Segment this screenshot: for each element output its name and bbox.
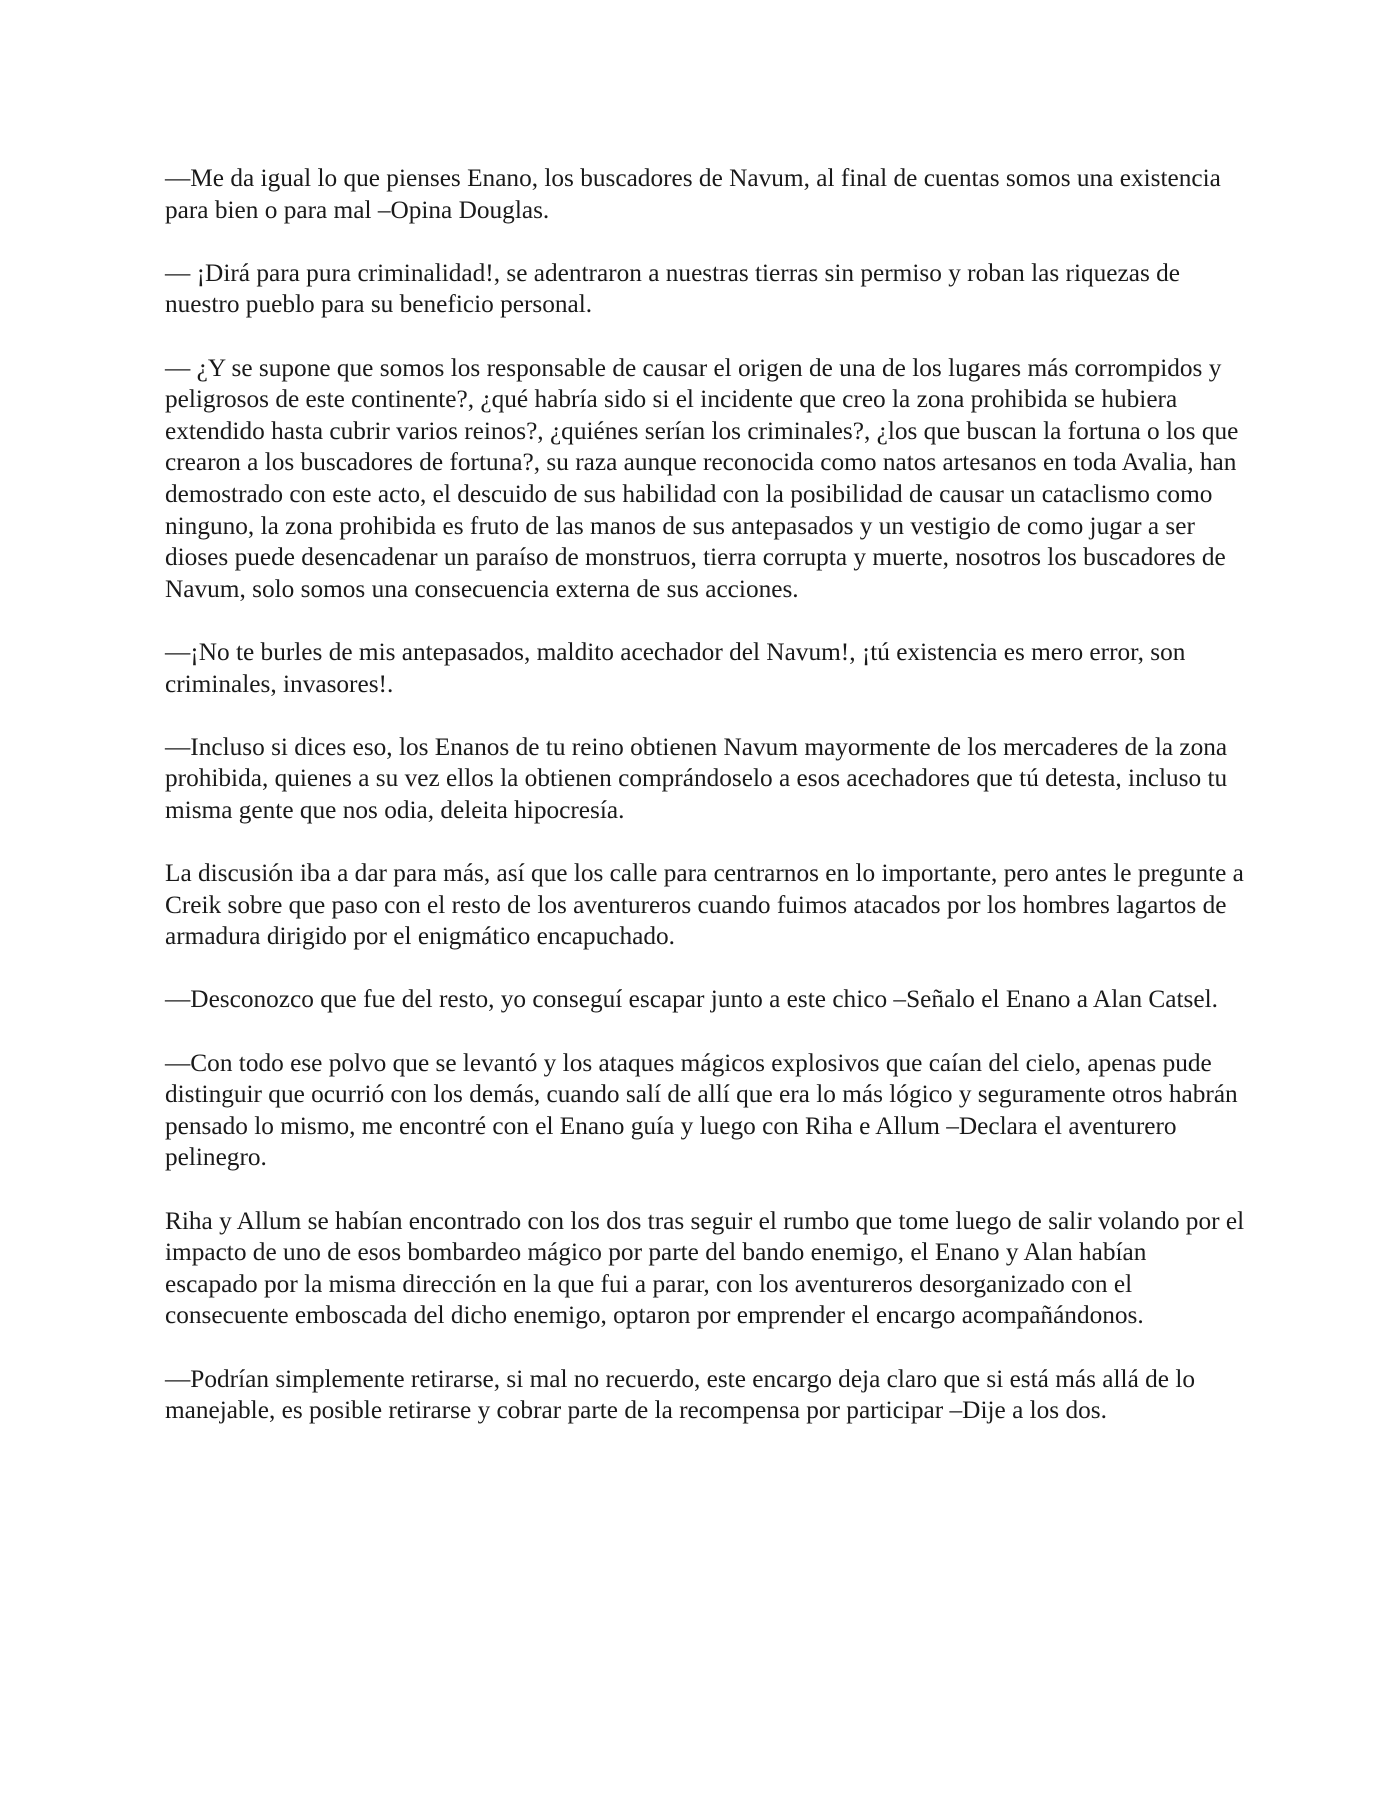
paragraph-9: Riha y Allum se habían encontrado con los dos tras seguir el rumbo que tome luego de salir volando por el impacto de uno de esos bombardeo mágico por parte del bando enemigo, el Enano y Alan habían escapado por la misma dirección en la que fui a parar, con los aventureros desorganizado con el consecuente emboscada del dicho enemigo, optaron por emprender el encargo acompañándonos. bbox=[165, 1206, 1245, 1330]
paragraph-8: —Con todo ese polvo que se levantó y los ataques mágicos explosivos que caían del cielo, apenas pude distinguir que ocurrió con los demás, cuando salí de allí que era lo más lógico y seguramente otros habrán pensado lo mismo, me encontré con el Enano guía y luego con Riha e Allum –Declara el aventurero pelinegro. bbox=[165, 1048, 1238, 1172]
paragraph-6: La discusión iba a dar para más, así que los calle para centrarnos en lo importante, pero antes le pregunte a Creik sobre que paso con el resto de los aventureros cuando fuimos atacados por los hombres lagartos de armadura dirigido por el enigmático encapuchado. bbox=[165, 859, 1244, 951]
paragraph-10: —Podrían simplemente retirarse, si mal no recuerdo, este encargo deja claro que si está más allá de lo manejable, es posible retirarse y cobrar parte de la recompensa por participar –Dije a los dos. bbox=[165, 1364, 1196, 1425]
paragraph-3: — ¿Y se supone que somos los responsable de causar el origen de una de los lugares más corrompidos y peligrosos de este continente?, ¿qué habría sido si el incidente que creo la zona prohibida se hubiera extendido hasta cubrir varios reinos?, ¿quiénes serían los criminales?, ¿los que buscan la fortuna o los que crearon a los buscadores de fortuna?, su raza aunque reconocida como natos artesanos en toda Avalia, han demostrado con este acto, el descuido de sus habilidad con la posibilidad de causar un cataclismo como ninguno, la zona prohibida es fruto de las manos de sus antepasados y un vestigio de como jugar a ser dioses puede desencadenar un paraíso de monstruos, tierra corrupta y muerte, nosotros los buscadores de Navum, solo somos una consecuencia externa de sus acciones. bbox=[165, 353, 1239, 603]
document-page bbox=[165, 163, 1245, 1458]
paragraph-4: —¡No te burles de mis antepasados, maldito acechador del Navum!, ¡tú existencia es mero error, son criminales, invasores!. bbox=[165, 637, 1186, 698]
paragraph-2: — ¡Dirá para pura criminalidad!, se adentraron a nuestras tierras sin permiso y roban las riquezas de nuestro pueblo para su beneficio personal. bbox=[165, 258, 1181, 319]
paragraph-1: —Me da igual lo que pienses Enano, los buscadores de Navum, al final de cuentas somos una existencia para bien o para mal –Opina Douglas. bbox=[165, 164, 1221, 224]
paragraph-7: —Desconozco que fue del resto, yo conseguí escapar junto a este chico –Señalo el Enano a Alan Catsel. bbox=[165, 985, 1218, 1014]
paragraph-5: —Incluso si dices eso, los Enanos de tu reino obtienen Navum mayormente de los mercaderes de la zona prohibida, quienes a su vez ellos la obtienen comprándoselo a esos acechadores que tú detesta, incluso tu misma gente que nos odia, deleita hipocresía. bbox=[165, 732, 1228, 824]
